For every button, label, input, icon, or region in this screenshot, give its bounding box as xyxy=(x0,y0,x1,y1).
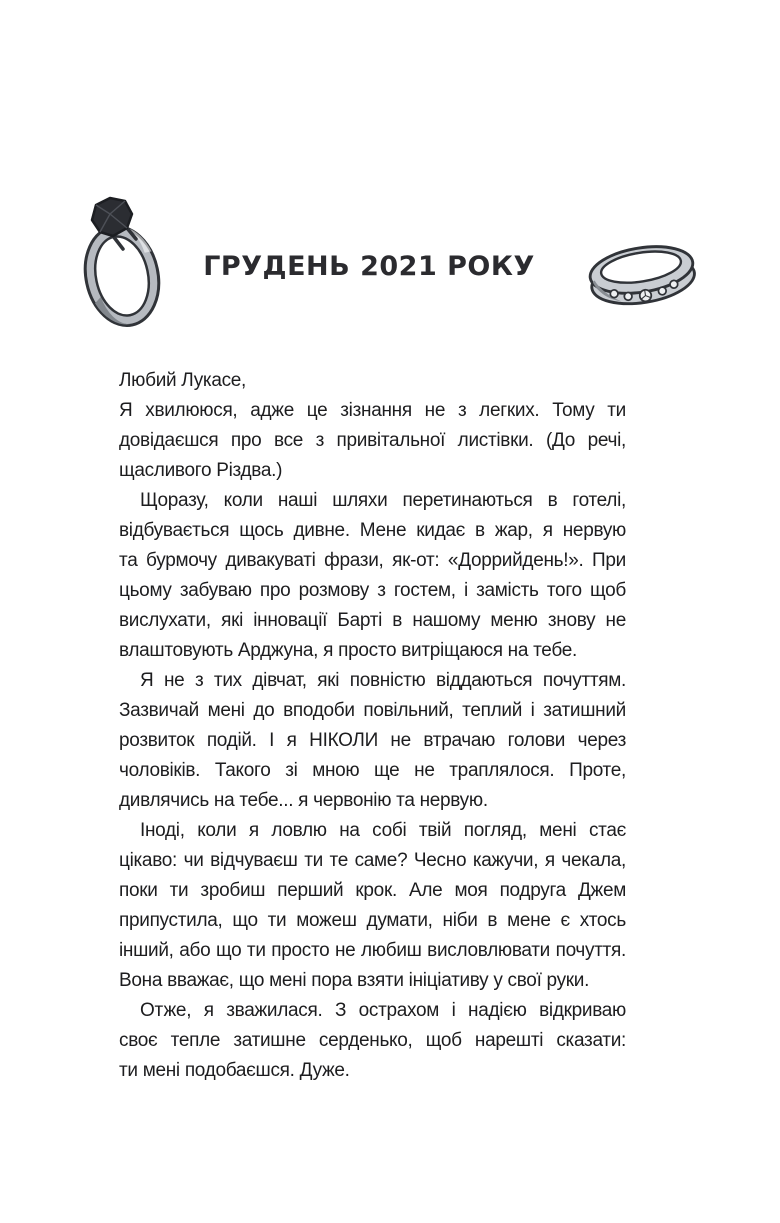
text-line: дивлячись на тебе... я червонію та нервую. xyxy=(119,790,488,811)
text-line: відбувається щось дивне. Мене кидає в жар, я нервую xyxy=(119,520,626,541)
text-line: вислухати, які інновації Барті в нашому меню знову не xyxy=(119,610,626,631)
text-line: Щоразу, коли наші шляхи перетинаються в готелі, xyxy=(140,490,626,511)
text-line: інший, або що ти просто не любиш висловлювати почуття. xyxy=(119,940,626,961)
text-line: цікаво: чи відчуваєш ти те саме? Чесно кажучи, я чекала, xyxy=(119,850,626,871)
text-line: Зазвичай мені до вподоби повільний, теплий і затишний xyxy=(119,700,626,721)
text-line: розвиток подій. І я НІКОЛИ не втрачаю голови через xyxy=(119,730,626,751)
text-line: влаштовують Арджуна, я просто витріщаюся на тебе. xyxy=(119,640,577,661)
text-line: Я хвилююся, адже це зізнання не з легких. Тому ти xyxy=(119,400,626,421)
text-line: своє тепле затишне серденько, щоб нарешті сказати: xyxy=(119,1030,626,1051)
paragraph xyxy=(119,666,626,816)
text-line: та бурмочу дивакуваті фрази, як-от: «Доррийдень!». При xyxy=(119,550,626,571)
paragraph xyxy=(119,486,626,666)
text-line: Вона вважає, що мені пора взяти ініціативу у свої руки. xyxy=(119,970,590,991)
chapter-heading: ГРУДЕНЬ 2021 РОКУ xyxy=(203,251,535,282)
text-line: Іноді, коли я ловлю на собі твій погляд, мені стає xyxy=(140,820,626,841)
paragraph xyxy=(119,816,626,996)
text-line: Любий Лукасе, xyxy=(119,370,247,391)
letter-text xyxy=(119,366,626,1086)
text-line: Отже, я зважилася. З острахом і надією відкриваю xyxy=(140,1000,626,1021)
text-line: довідаєшся про все з привітальної листівки. (До речі, xyxy=(119,430,626,451)
text-line: поки ти зробиш перший крок. Але моя подруга Джем xyxy=(119,880,626,901)
text-line: Я не з тих дівчат, які повністю віддаються почуттям. xyxy=(140,670,626,691)
text-line: цьому забуваю про розмову з гостем, і замість того щоб xyxy=(119,580,626,601)
text-line: ти мені подобаєшся. Дуже. xyxy=(119,1060,350,1081)
paragraph-salutation xyxy=(119,366,626,396)
paragraph xyxy=(119,396,626,486)
band-ring-icon xyxy=(583,238,703,320)
paragraph xyxy=(119,996,626,1086)
text-line: щасливого Різдва.) xyxy=(119,460,283,481)
text-line: чоловіків. Такого зі мною ще не траплялося. Проте, xyxy=(119,760,626,781)
engagement-ring-icon xyxy=(70,192,170,337)
text-line: припустила, що ти можеш думати, ніби в мене є хтось xyxy=(119,910,626,931)
